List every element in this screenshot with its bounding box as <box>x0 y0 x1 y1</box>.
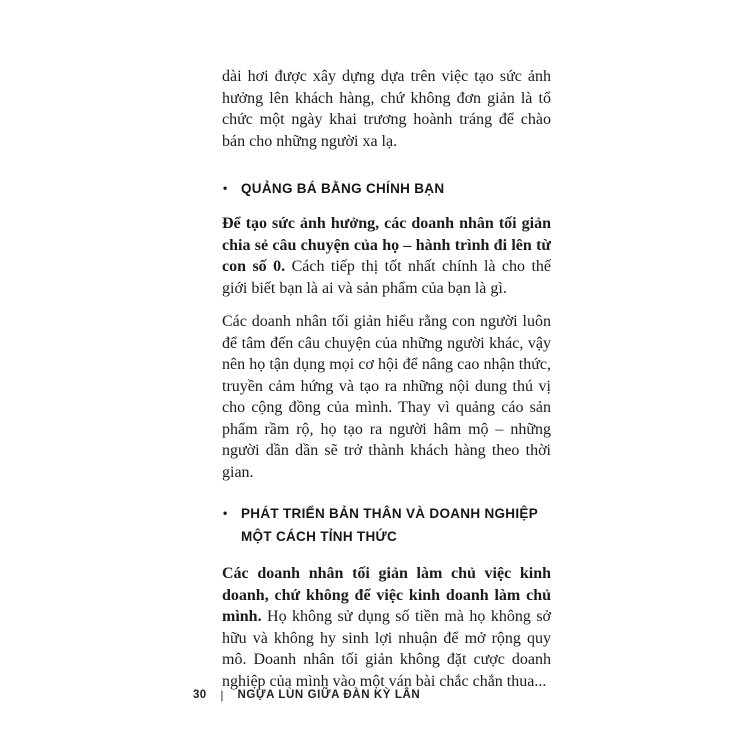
paragraph-body-text: Cách tiếp thị tốt nhất chính là cho thế giới biết bạn là ai và sản phẩm của bạn là gì. <box>222 258 552 297</box>
paragraph-influence <box>222 213 551 299</box>
paragraph-lead-bold: Để tạo sức ảnh hưởng, các doanh nhân tối giản chia sẻ câu chuyện của họ – hành trình đi lên từ con số 0. <box>222 215 551 275</box>
bullet-icon: • <box>223 506 228 520</box>
paragraph-storytelling: Các doanh nhân tối giản hiểu rằng con người luôn để tâm đến câu chuyện của những người khác, vậy nên họ tận dụng mọi cơ hội để nâng cao nhận thức, truyền cảm hứng và tạo ra những nội dung thú vị cho cộng đồng của mình. Thay vì quảng cáo sản phẩm rầm rộ, họ tạo ra người hâm mộ – những người dần dần sẽ trở thành khách hàng theo thời gian. <box>222 313 551 481</box>
section-heading-promote-yourself <box>223 177 551 200</box>
bullet-icon: • <box>223 181 228 195</box>
section-heading-label: QUẢNG BÁ BẰNG CHÍNH BẠN <box>241 181 445 196</box>
page-number: 30 <box>193 689 207 701</box>
paragraph-ownership <box>222 563 551 692</box>
section-heading-label <box>241 502 551 548</box>
section-heading-line-1: PHÁT TRIỂN BẢN THÂN VÀ DOANH NGHIỆP <box>241 506 539 521</box>
paragraph-continuation: dài hơi được xây dựng dựa trên việc tạo sức ảnh hưởng lên khách hàng, chứ không đơn giản là tổ chức một ngày khai trương hoành tráng để chào bán cho những người xa lạ. <box>222 68 551 150</box>
page-content <box>222 66 551 692</box>
paragraph-body-text: Họ không sử dụng số tiền mà họ không sở hữu và không hy sinh lợi nhuận để mở rộng quy mô. Doanh nhân tối giản không đặt cược doanh nghiệp của mình vào một ván bài chắc chắn thua... <box>222 608 552 690</box>
page-footer <box>193 688 420 702</box>
book-title: NGỰA LÙN GIỮA ĐÀN KỲ LÂN <box>237 689 421 701</box>
section-heading-line-2: MỘT CÁCH TỈNH THỨC <box>241 529 398 544</box>
footer-separator: | <box>220 688 224 702</box>
section-heading-grow-mindfully <box>223 502 551 548</box>
paragraph-lead-bold: Các doanh nhân tối giản làm chủ việc kinh doanh, chứ không để việc kinh doanh làm chủ mình. <box>222 565 551 625</box>
